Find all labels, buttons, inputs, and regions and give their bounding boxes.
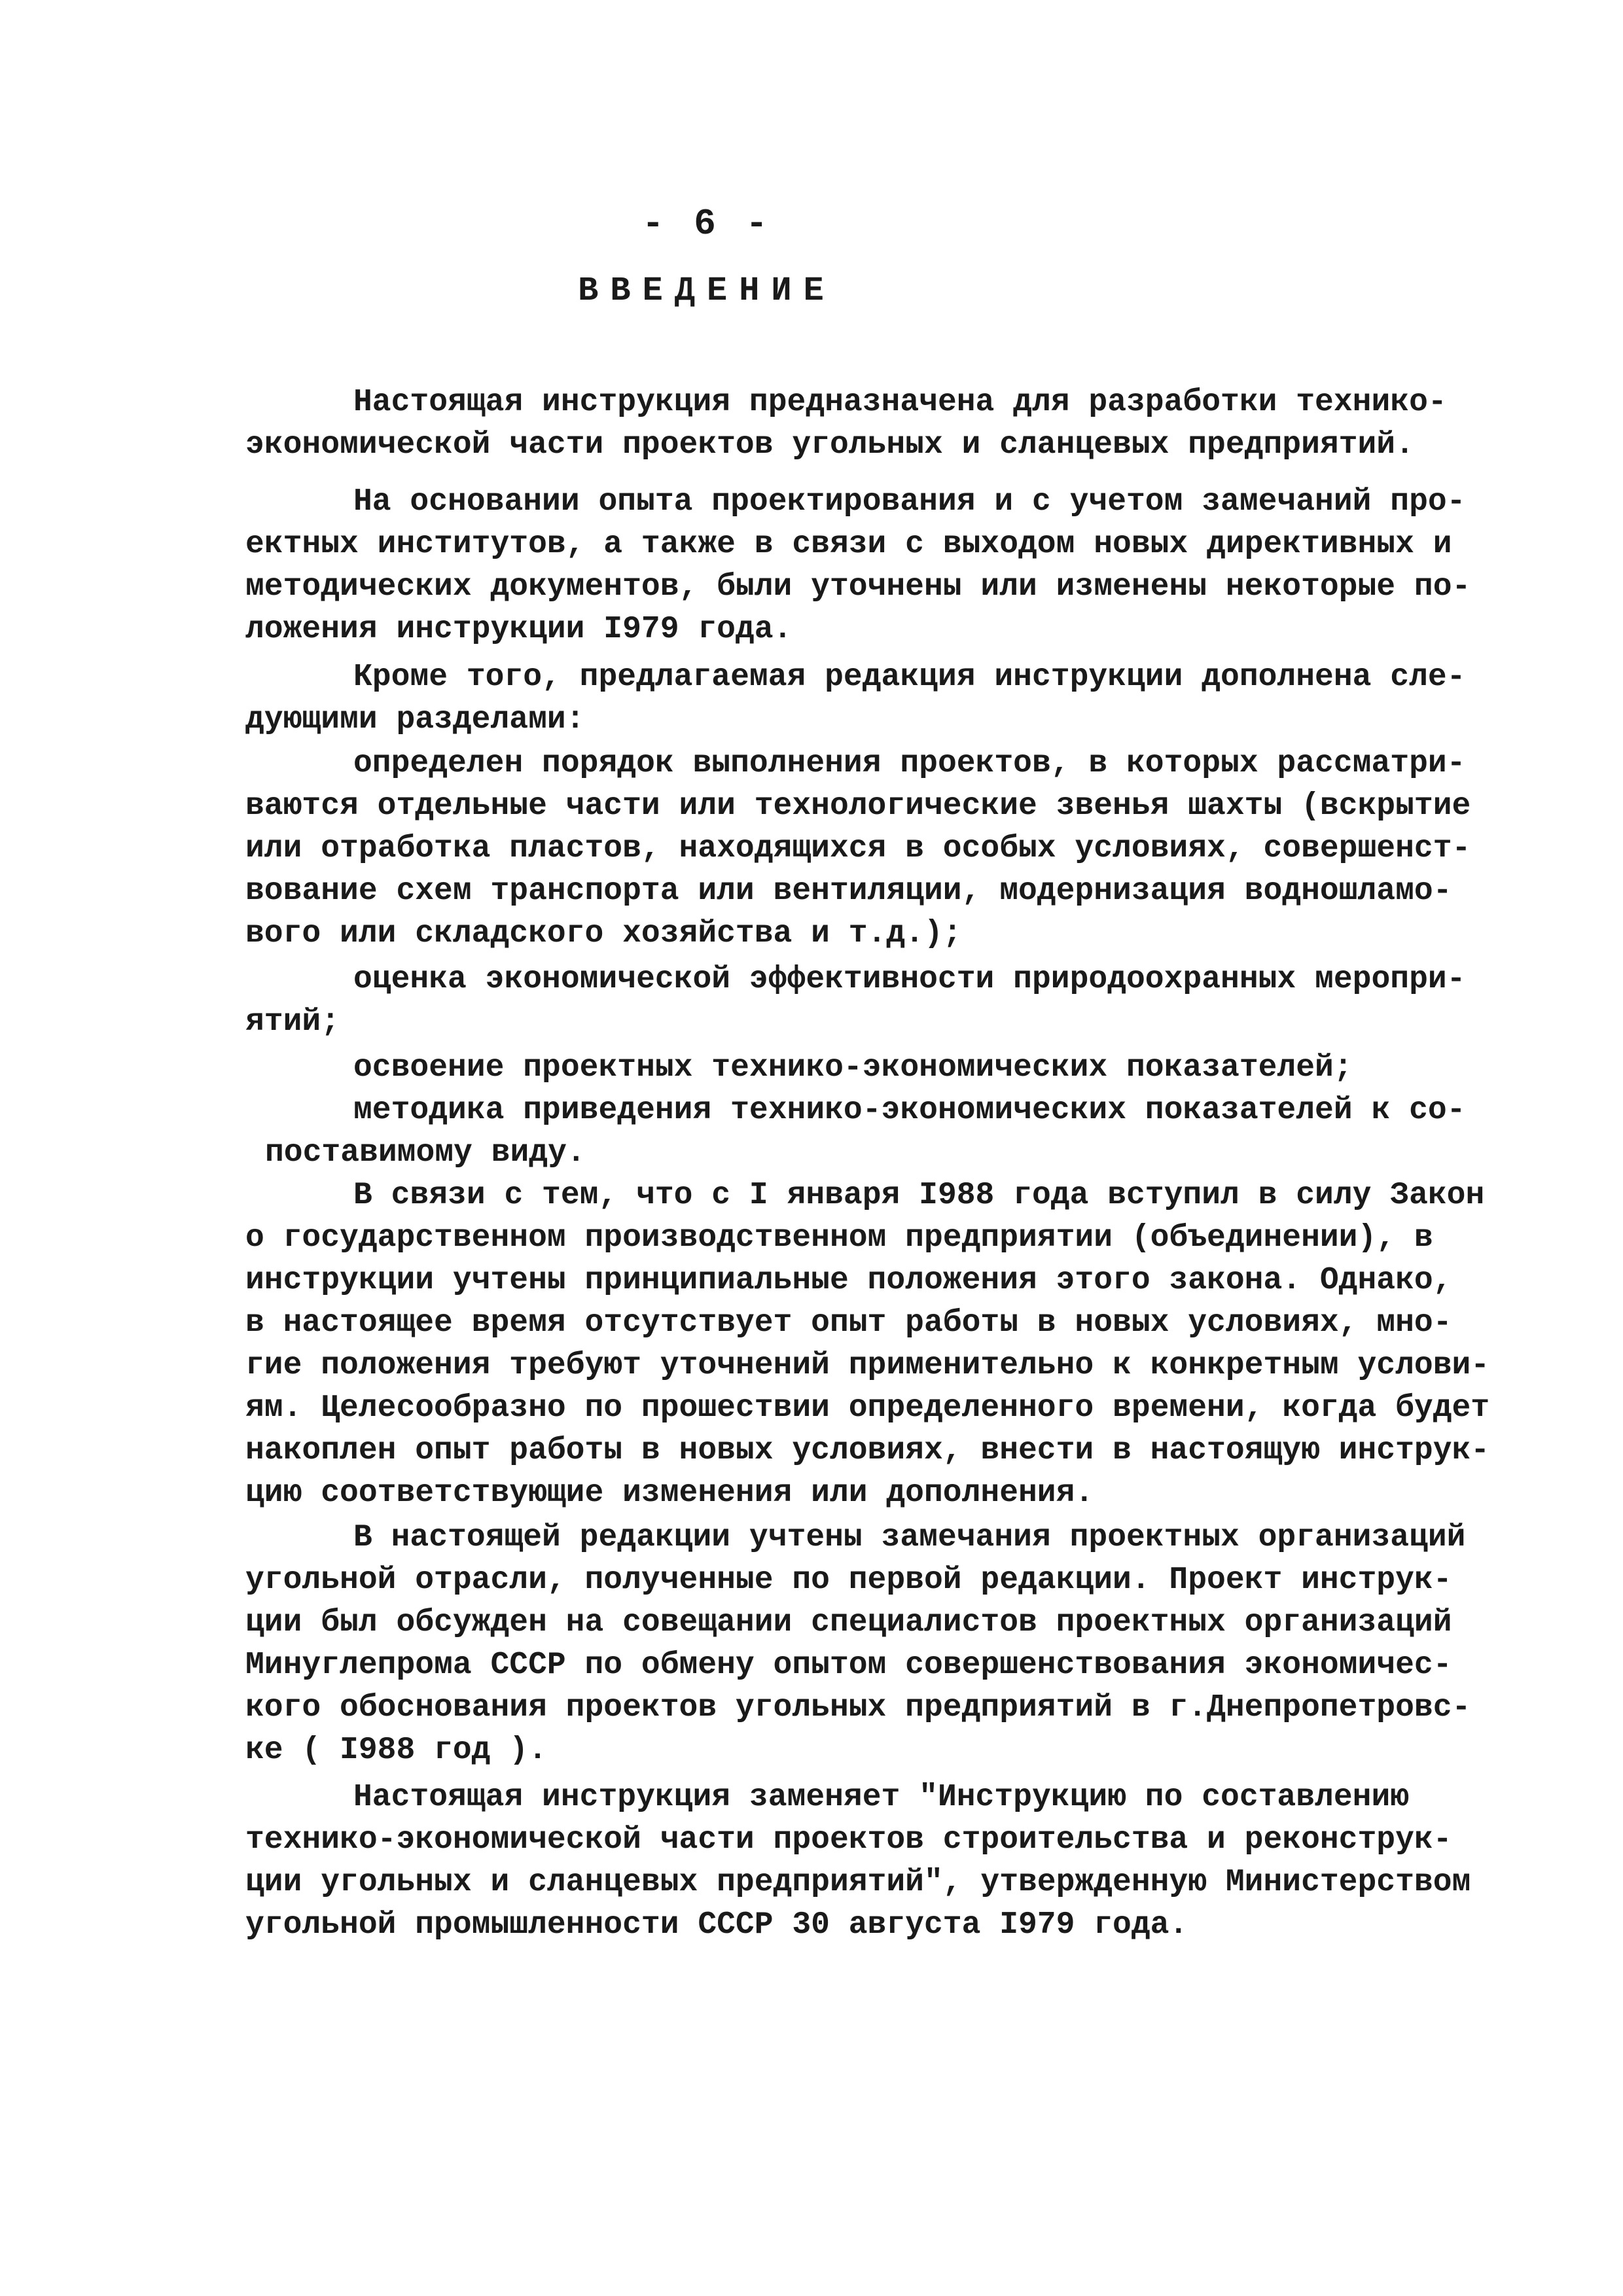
text-line: экономической части проектов угольных и сланцевых предприятий. [245,427,1414,463]
text-line: ям. Целесообразно по прошествии определенного времени, когда будет [245,1390,1490,1426]
text-line: кого обоснования проектов угольных предприятий в г.Днепропетровс- [245,1690,1471,1725]
text-line: гие положения требуют уточнений применительно к конкретным услови- [245,1348,1490,1383]
text-line: о государственном производственном предприятии (объединении), в [245,1220,1433,1256]
page-number: - 6 - [641,203,772,245]
text-line: вование схем транспорта или вентиляции, модернизация водношламо- [245,874,1452,909]
text-line: Минуглепрома СССР по обмену опытом совершенствования экономичес- [245,1648,1452,1683]
text-line: В настоящей редакции учтены замечания проектных организаций [353,1520,1466,1555]
text-line: накоплен опыт работы в новых условиях, внести в настоящую инструк- [245,1433,1490,1468]
text-line: определен порядок выполнения проектов, в которых рассматри- [353,746,1466,781]
text-line: ятий; [245,1004,340,1040]
text-line: в настоящее время отсутствует опыт работы в новых условиях, мно- [245,1305,1452,1341]
text-line: освоение проектных технико-экономических показателей; [353,1050,1353,1086]
text-line: методических документов, были уточнены или изменены некоторые по- [245,569,1471,605]
text-line: оценка экономической эффективности природоохранных меропри- [353,962,1466,997]
text-line: методика приведения технико-экономических показателей к со- [353,1093,1466,1128]
text-line: вого или складского хозяйства и т.д.); [245,916,962,951]
text-line: дующими разделами: [245,702,585,737]
text-line: На основании опыта проектирования и с учетом замечаний про- [353,484,1466,520]
text-line: Настоящая инструкция предназначена для разработки технико- [353,385,1447,420]
text-line: ектных институтов, а также в связи с выходом новых директивных и [245,527,1452,562]
text-line: поставимому виду. [265,1135,586,1171]
text-line: Настоящая инструкция заменяет "Инструкцию по составлению [353,1780,1410,1815]
text-line: ции угольных и сланцевых предприятий", утвержденную Министерством [245,1865,1471,1900]
text-line: ции был обсужден на совещании специалистов проектных организаций [245,1605,1452,1640]
text-line: угольной промышленности СССР 30 августа I979 года. [245,1907,1188,1943]
text-line: или отработка пластов, находящихся в особых условиях, совершенст- [245,831,1471,866]
text-line: угольной отрасли, полученные по первой редакции. Проект инструк- [245,1563,1452,1598]
text-line: В связи с тем, что с I января I988 года вступил в силу Закон [353,1178,1485,1213]
text-line: ложения инструкции I979 года. [245,612,793,647]
text-line: технико-экономической части проектов строительства и реконструк- [245,1822,1452,1858]
text-line: цию соответствующие изменения или дополнения. [245,1475,1094,1511]
text-line: ке ( I988 год ). [245,1733,547,1768]
text-line: Кроме того, предлагаемая редакция инструкции дополнена сле- [353,660,1466,695]
text-line: инструкции учтены принципиальные положения этого закона. Однако, [245,1263,1452,1298]
text-line: ваются отдельные части или технологические звенья шахты (вскрытие [245,788,1471,824]
section-heading: ВВЕДЕНИЕ [578,272,836,310]
